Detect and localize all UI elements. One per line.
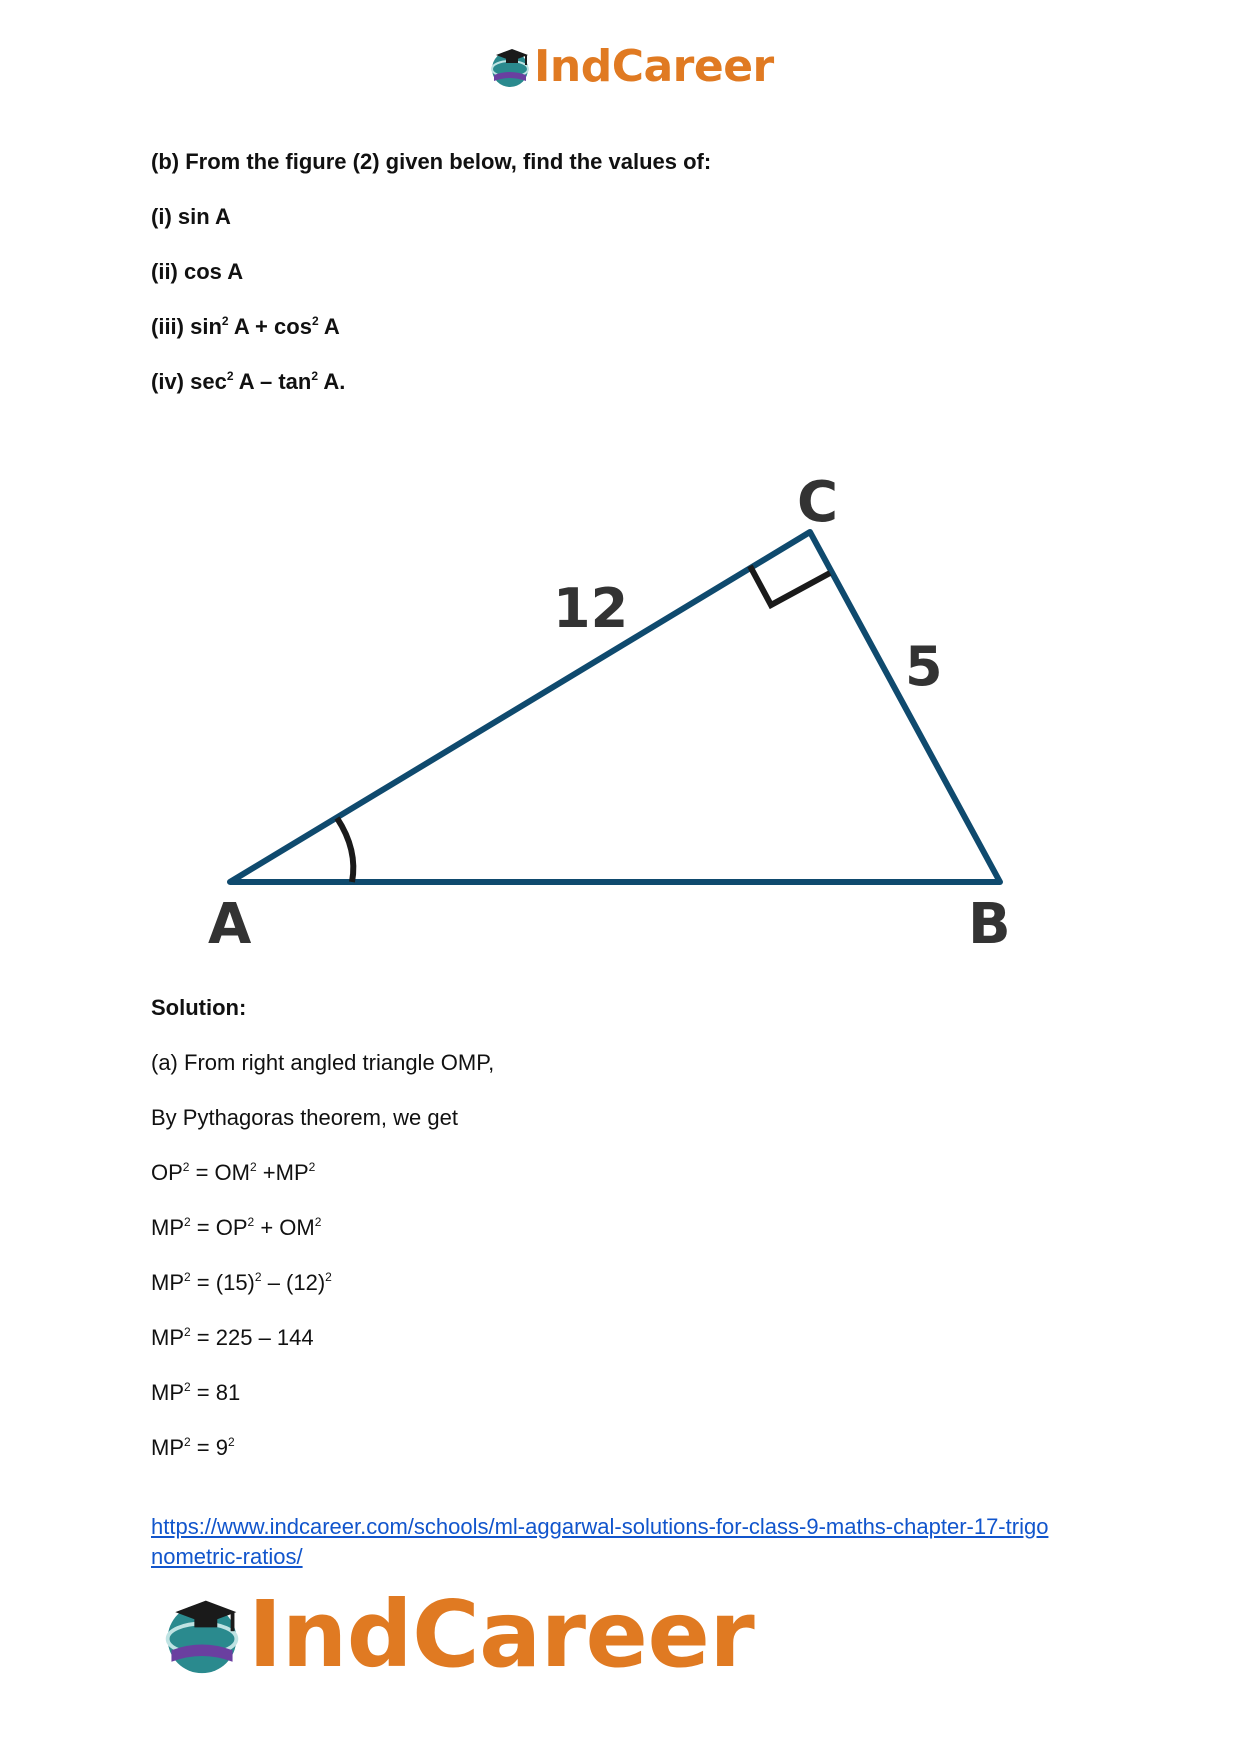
superscript: 2 xyxy=(184,1270,191,1284)
step-text: = (15) xyxy=(190,1270,255,1295)
side-label-cb: 5 xyxy=(905,635,943,698)
question-heading: (b) From the figure (2) given below, find the values of: xyxy=(151,149,712,174)
brand-name: IndCareer xyxy=(534,41,774,92)
solution-step xyxy=(151,1159,315,1187)
superscript: 2 xyxy=(228,1435,235,1449)
source-link[interactable] xyxy=(151,1512,1111,1572)
step-text: MP xyxy=(151,1215,184,1240)
item-text: A xyxy=(318,314,340,339)
vertex-label-b: B xyxy=(968,892,1011,957)
step-text: +MP xyxy=(256,1160,309,1185)
step-text: MP xyxy=(151,1325,184,1350)
brand-name: IndCareer xyxy=(248,1581,755,1688)
step-text: = 81 xyxy=(190,1380,241,1405)
solution-step xyxy=(151,1269,332,1297)
superscript: 2 xyxy=(221,314,229,328)
question-item-2 xyxy=(151,258,243,286)
solution-step xyxy=(151,1379,240,1407)
step-text: = 9 xyxy=(190,1435,228,1460)
superscript: 2 xyxy=(247,1215,255,1229)
item-text: A + cos xyxy=(228,314,312,339)
step-text: + OM xyxy=(254,1215,315,1240)
item-text: A – tan xyxy=(233,369,312,394)
vertex-label-c: C xyxy=(797,470,839,535)
link-line-2: nometric-ratios/ xyxy=(151,1544,303,1569)
triangle-figure xyxy=(190,455,1030,965)
superscript: 2 xyxy=(182,1160,190,1174)
solution-theorem: By Pythagoras theorem, we get xyxy=(151,1105,458,1130)
superscript: 2 xyxy=(314,1215,322,1229)
solution-heading: Solution: xyxy=(151,995,247,1020)
superscript: 2 xyxy=(311,314,319,328)
superscript: 2 xyxy=(308,1160,316,1174)
superscript: 2 xyxy=(184,1380,191,1394)
globe-book-icon xyxy=(488,45,532,89)
superscript: 2 xyxy=(311,369,319,383)
superscript: 2 xyxy=(226,369,234,383)
item-text: (iii) sin xyxy=(151,314,222,339)
vertex-label-a: A xyxy=(208,892,252,957)
step-text: = OM xyxy=(189,1160,250,1185)
question-item-4 xyxy=(151,368,345,396)
item-text: (i) sin A xyxy=(151,204,231,229)
superscript: 2 xyxy=(184,1435,191,1449)
side-label-ac: 12 xyxy=(553,577,629,640)
solution-step xyxy=(151,1434,235,1462)
link-line-1: https://www.indcareer.com/schools/ml-aggarwal-solutions-for-class-9-maths-chapter-17-trigo xyxy=(151,1514,1049,1539)
item-text: (ii) cos A xyxy=(151,259,244,284)
item-text: (iv) sec xyxy=(151,369,227,394)
step-text: = OP xyxy=(190,1215,248,1240)
right-angle-marker xyxy=(750,566,830,605)
superscript: 2 xyxy=(325,1270,332,1284)
step-text: MP xyxy=(151,1380,184,1405)
superscript: 2 xyxy=(184,1215,191,1229)
step-text: MP xyxy=(151,1270,184,1295)
item-text: A. xyxy=(318,369,346,394)
step-text: = 225 – 144 xyxy=(190,1325,314,1350)
superscript: 2 xyxy=(254,1270,262,1284)
question-item-3 xyxy=(151,313,340,341)
step-text: OP xyxy=(151,1160,183,1185)
footer-logo xyxy=(160,1581,755,1688)
step-text: MP xyxy=(151,1435,184,1460)
superscript: 2 xyxy=(184,1325,191,1339)
angle-a-arc xyxy=(337,818,353,882)
solution-intro: (a) From right angled triangle OMP, xyxy=(151,1050,495,1075)
question-item-1 xyxy=(151,203,231,231)
header-logo xyxy=(488,42,774,92)
step-text: – (12) xyxy=(261,1270,326,1295)
superscript: 2 xyxy=(250,1160,257,1174)
solution-step xyxy=(151,1214,321,1242)
globe-book-icon xyxy=(160,1593,244,1677)
solution-step xyxy=(151,1324,314,1352)
